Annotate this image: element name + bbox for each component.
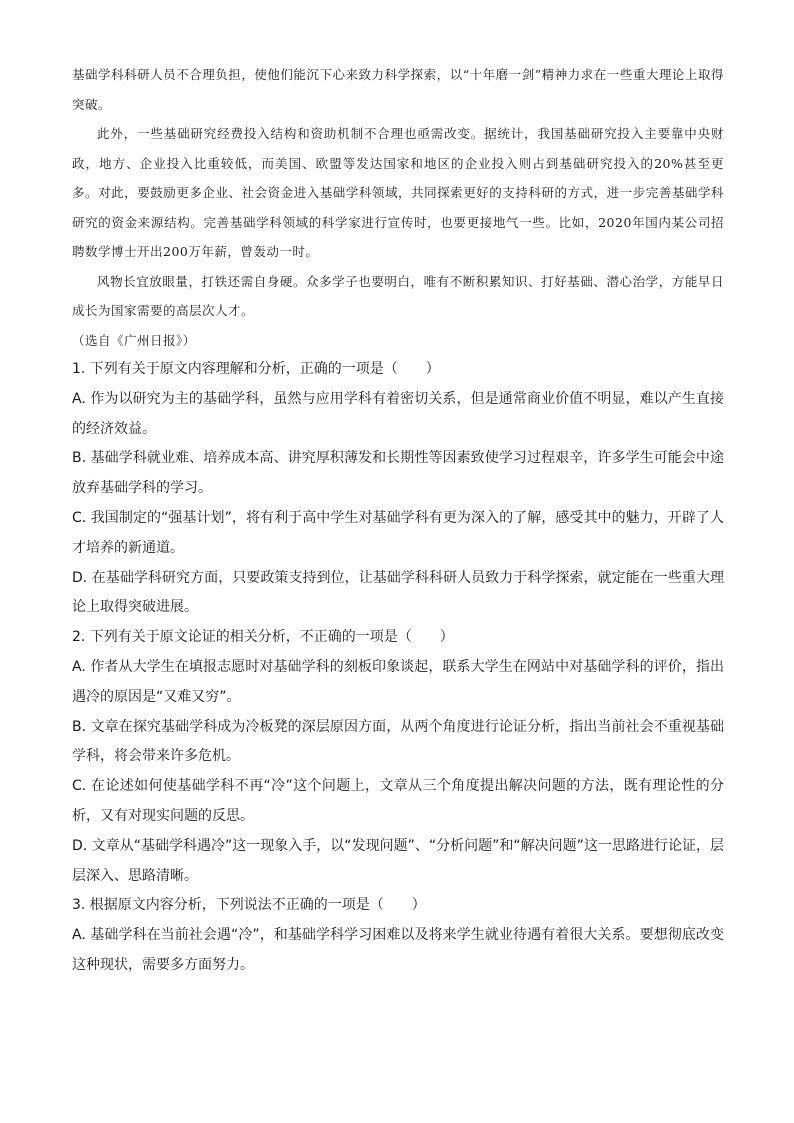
- option-a: A. 基础学科在当前社会遇“冷”，和基础学科学习困难以及将来学生就业待遇有着很大关系。要想彻底改变这种现状，需要多方面努力。: [72, 927, 724, 973]
- question-2: [72, 623, 724, 891]
- passage-paragraph: 风物长宜放眼量，打铁还需自身硬。众多学子也要明白，唯有不断积累知识、打好基础、潜心治学，方能早日成长为国家需要的高层次人才。: [72, 273, 724, 318]
- article-source: （选自《广州日报》）: [72, 332, 196, 348]
- option-c: C. 在论述如何使基础学科不再“冷”这个问题上，文章从三个角度提出解决问题的方法，既有理论性的分析，又有对现实问题的反思。: [72, 778, 724, 824]
- option-d: D. 在基础学科研究方面，只要政策支持到位，让基础学科科研人员致力于科学探索，就定能在一些重大理论上取得突破进展。: [72, 569, 724, 616]
- document-page: [72, 60, 724, 981]
- question-stem: 1. 下列有关于原文内容理解和分析，正确的一项是（ ）: [72, 361, 440, 377]
- option-b: B. 基础学科就业难、培养成本高、讲究厚积薄发和长期性等因素致使学习过程艰辛，许多学生可能会中途放弃基础学科的学习。: [72, 450, 724, 497]
- option-a: A. 作为以研究为主的基础学科，虽然与应用学科有着密切关系，但是通常商业价值不明显，难以产生直接的经济效益。: [72, 390, 724, 437]
- question-list: [72, 355, 724, 981]
- article-passage: [72, 60, 724, 355]
- question-3: [72, 891, 724, 980]
- option-c: C. 我国制定的“强基计划”，将有利于高中学生对基础学科有更为深入的了解，感受其中的魅力，开辟了人才培养的新通道。: [72, 509, 724, 556]
- option-b: B. 文章在探究基础学科成为冷板凳的深层原因方面，从两个角度进行论证分析，指出当前社会不重视基础学科，将会带来许多危机。: [72, 718, 724, 765]
- question-stem: 3. 根据原文内容分析，下列说法不正确的一项是（ ）: [72, 897, 426, 914]
- option-d: D. 文章从“基础学科遇冷”这一现象入手，以“发现问题”、“分析问题”和“解决问题”这一思路进行论证，层层深入、思路清晰。: [72, 837, 724, 884]
- passage-paragraph: 此外，一些基础研究经费投入结构和资助机制不合理也亟需改变。据统计，我国基础研究投入主要靠中央财政，地方、企业投入比重较低，而美国、欧盟等发达国家和地区的企业投入则占到基础研究投入的20%甚至更多。对此，要鼓励更多企业、社会资金进入基础学科领域，共同探索更好的支持科研的方式，进一步完善基础学科研究的资金来源结构。完善基础学科领域的科学家进行宣传时，也要更接地气一些。比如，2020年国内某公司招聘数学博士开出200万年薪，曾轰动一时。: [72, 126, 724, 259]
- passage-paragraph: 基础学科科研人员不合理负担，使他们能沉下心来致力科学探索，以“十年磨一剑”精神力求在一些重大理论上取得突破。: [72, 67, 724, 112]
- question-1: [72, 355, 724, 623]
- option-a: A. 作者从大学生在填报志愿时对基础学科的刻板印象谈起，联系大学生在网站中对基础学科的评价，指出遇冷的原因是“又难又穷”。: [72, 658, 724, 705]
- question-stem: 2. 下列有关于原文论证的相关分析，不正确的一项是（ ）: [72, 629, 454, 646]
